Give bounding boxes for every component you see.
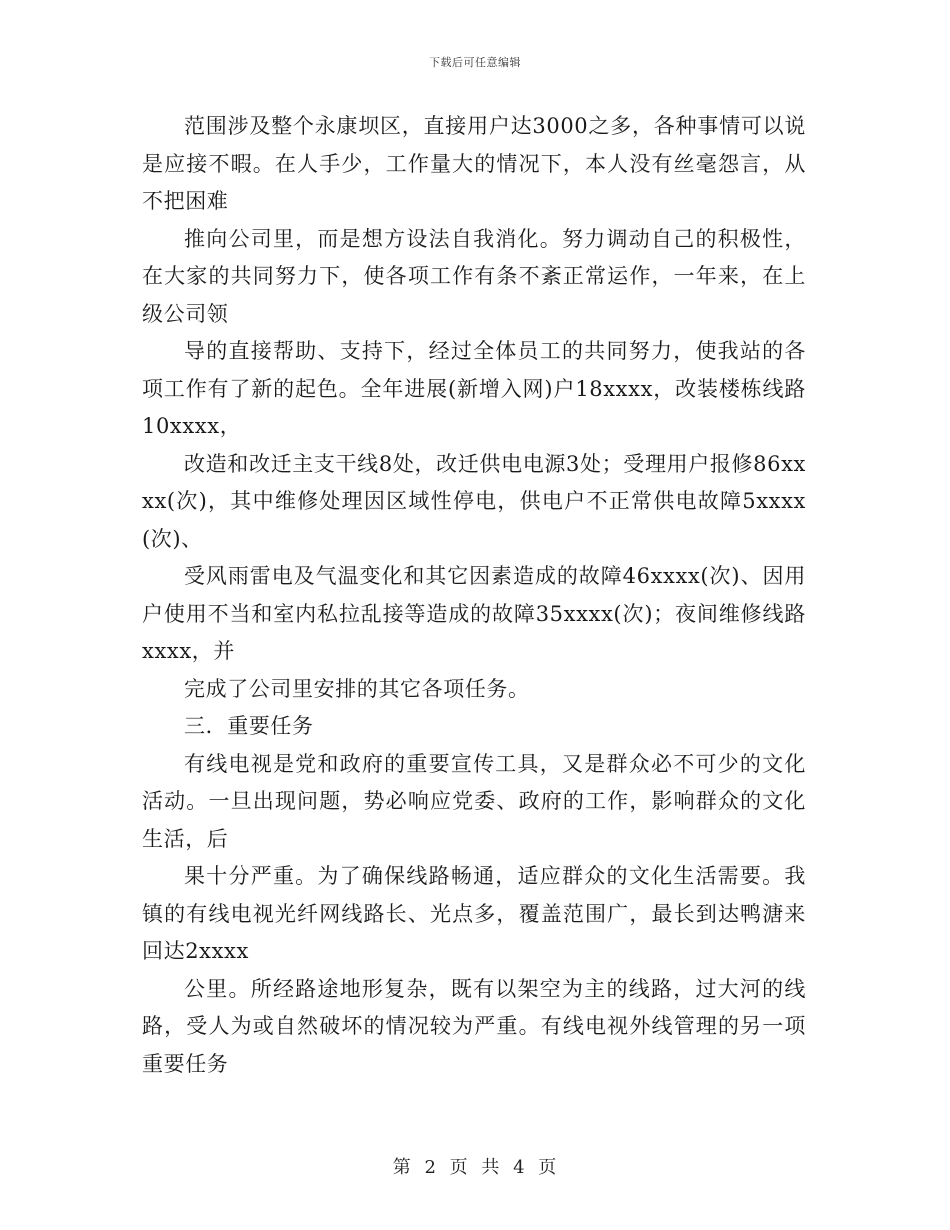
- paragraph: 果十分严重。为了确保线路畅通，适应群众的文化生活需要。我镇的有线电视光纤网线路长、光点多，覆盖范围广，最长到达鸭溏来回达2xxxx: [142, 864, 806, 963]
- paragraph: 导的直接帮助、支持下，经过全体员工的共同努力，使我站的各项工作有了新的起色。全年进展(新增入网)户18xxxx，改装楼栋线路10xxxx，: [142, 339, 806, 438]
- paragraph: 完成了公司里安排的其它各项任务。: [184, 676, 530, 701]
- paragraph: 受风雨雷电及气温变化和其它因素造成的故障46xxxx(次)、因用户使用不当和室内私拉乱接等造成的故障35xxxx(次)；夜间维修线路xxxx，并: [142, 564, 806, 663]
- page-indicator: 第 2 页 共 4 页: [392, 1157, 558, 1178]
- header-note: 下载后可任意编辑: [429, 56, 521, 69]
- paragraph: 推向公司里，而是想方设法自我消化。努力调动自己的积极性，在大家的共同努力下，使各项工作有条不紊正常运作，一年来，在上级公司领: [142, 226, 806, 326]
- paragraph: 有线电视是党和政府的重要宣传工具，又是群众必不可少的文化活动。一旦出现问题，势必响应党委、政府的工作，影响群众的文化生活，后: [142, 751, 806, 851]
- paragraph: 范围涉及整个永康坝区，直接用户达3000之多，各种事情可以说是应接不暇。在人手少，工作量大的情况下，本人没有丝毫怨言，从不把困难: [142, 114, 806, 213]
- document-body: [142, 108, 806, 1083]
- paragraph: 改造和改迁主支干线8处，改迁供电电源3处；受理用户报修86xxxx(次)，其中维修处理因区域性停电，供电户不正常供电故障5xxxx(次)、: [142, 451, 806, 551]
- paragraph: 公里。所经路途地形复杂，既有以架空为主的线路，过大河的线路，受人为或自然破坏的情况较为严重。有线电视外线管理的另一项重要任务: [142, 976, 806, 1076]
- section-heading: 三．重要任务: [184, 714, 314, 738]
